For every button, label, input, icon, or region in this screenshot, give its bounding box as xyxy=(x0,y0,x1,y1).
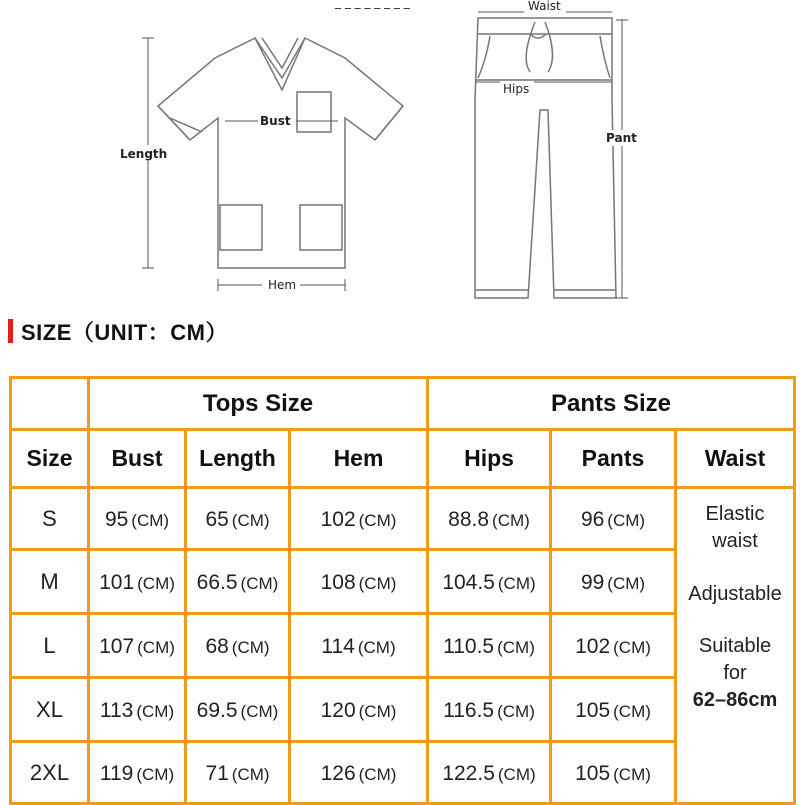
pant-label: Pant xyxy=(606,131,637,145)
col-header-hem: Hem xyxy=(290,430,428,488)
top-partial-text: _ _ _ _ _ _ _ _ xyxy=(335,0,410,9)
size-cell: M xyxy=(11,550,89,614)
waist-note-line: Adjustable xyxy=(688,583,782,605)
waist-note-cell xyxy=(676,488,795,804)
waist-label: Waist xyxy=(528,0,561,13)
size-heading xyxy=(8,318,228,344)
scrub-top-drawing xyxy=(158,38,403,268)
waist-note-line: for xyxy=(723,662,747,684)
length-cell: 65 (CM) xyxy=(186,488,290,550)
pants-cell: 102 (CM) xyxy=(551,614,676,678)
hem-cell: 126 (CM) xyxy=(290,742,428,804)
col-header-bust: Bust xyxy=(89,430,186,488)
waist-note-line: 62–86cm xyxy=(692,689,778,711)
hem-cell: 102 (CM) xyxy=(290,488,428,550)
bust-cell: 95 (CM) xyxy=(89,488,186,550)
hem-cell: 120 (CM) xyxy=(290,678,428,742)
bust-cell: 113 (CM) xyxy=(89,678,186,742)
column-header-row xyxy=(11,430,795,488)
bust-cell: 101 (CM) xyxy=(89,550,186,614)
hips-cell: 116.5 (CM) xyxy=(428,678,551,742)
length-cell: 71 (CM) xyxy=(186,742,290,804)
pants-cell: 105 (CM) xyxy=(551,678,676,742)
hem-cell: 108 (CM) xyxy=(290,550,428,614)
size-cell: S xyxy=(11,488,89,550)
length-cell: 69.5 (CM) xyxy=(186,678,290,742)
tops-size-header: Tops Size xyxy=(89,378,428,430)
length-cell: 68 (CM) xyxy=(186,614,290,678)
waist-note-line: waist xyxy=(712,530,758,552)
size-table xyxy=(9,376,796,805)
length-label: Length xyxy=(120,147,168,161)
hips-cell: 110.5 (CM) xyxy=(428,614,551,678)
bust-label: Bust xyxy=(260,114,291,128)
bust-cell: 107 (CM) xyxy=(89,614,186,678)
hips-label: Hips xyxy=(503,82,530,96)
group-header-row xyxy=(11,378,795,430)
hips-cell: 88.8 (CM) xyxy=(428,488,551,550)
size-cell: L xyxy=(11,614,89,678)
pants-cell: 96 (CM) xyxy=(551,488,676,550)
size-cell: XL xyxy=(11,678,89,742)
col-header-length: Length xyxy=(186,430,290,488)
hem-cell: 114 (CM) xyxy=(290,614,428,678)
size-heading-text: SIZE（UNIT：CM） xyxy=(21,319,228,345)
col-header-pants: Pants xyxy=(551,430,676,488)
scrub-pants-drawing xyxy=(475,18,616,298)
col-header-size: Size xyxy=(11,430,89,488)
waist-note-line: Elastic xyxy=(705,503,765,525)
col-header-waist: Waist xyxy=(676,430,795,488)
bust-cell: 119 (CM) xyxy=(89,742,186,804)
col-header-hips: Hips xyxy=(428,430,551,488)
garment-measurement-diagram xyxy=(0,0,800,310)
waist-note-line: Suitable xyxy=(698,635,772,657)
pants-cell: 99 (CM) xyxy=(551,550,676,614)
size-cell: 2XL xyxy=(11,742,89,804)
hips-cell: 104.5 (CM) xyxy=(428,550,551,614)
heading-accent-bar xyxy=(8,319,13,343)
length-cell: 66.5 (CM) xyxy=(186,550,290,614)
pants-cell: 105 (CM) xyxy=(551,742,676,804)
table-row xyxy=(11,488,795,550)
empty-corner-cell xyxy=(11,378,89,430)
pants-size-header: Pants Size xyxy=(428,378,795,430)
hips-cell: 122.5 (CM) xyxy=(428,742,551,804)
hem-label: Hem xyxy=(268,278,297,292)
